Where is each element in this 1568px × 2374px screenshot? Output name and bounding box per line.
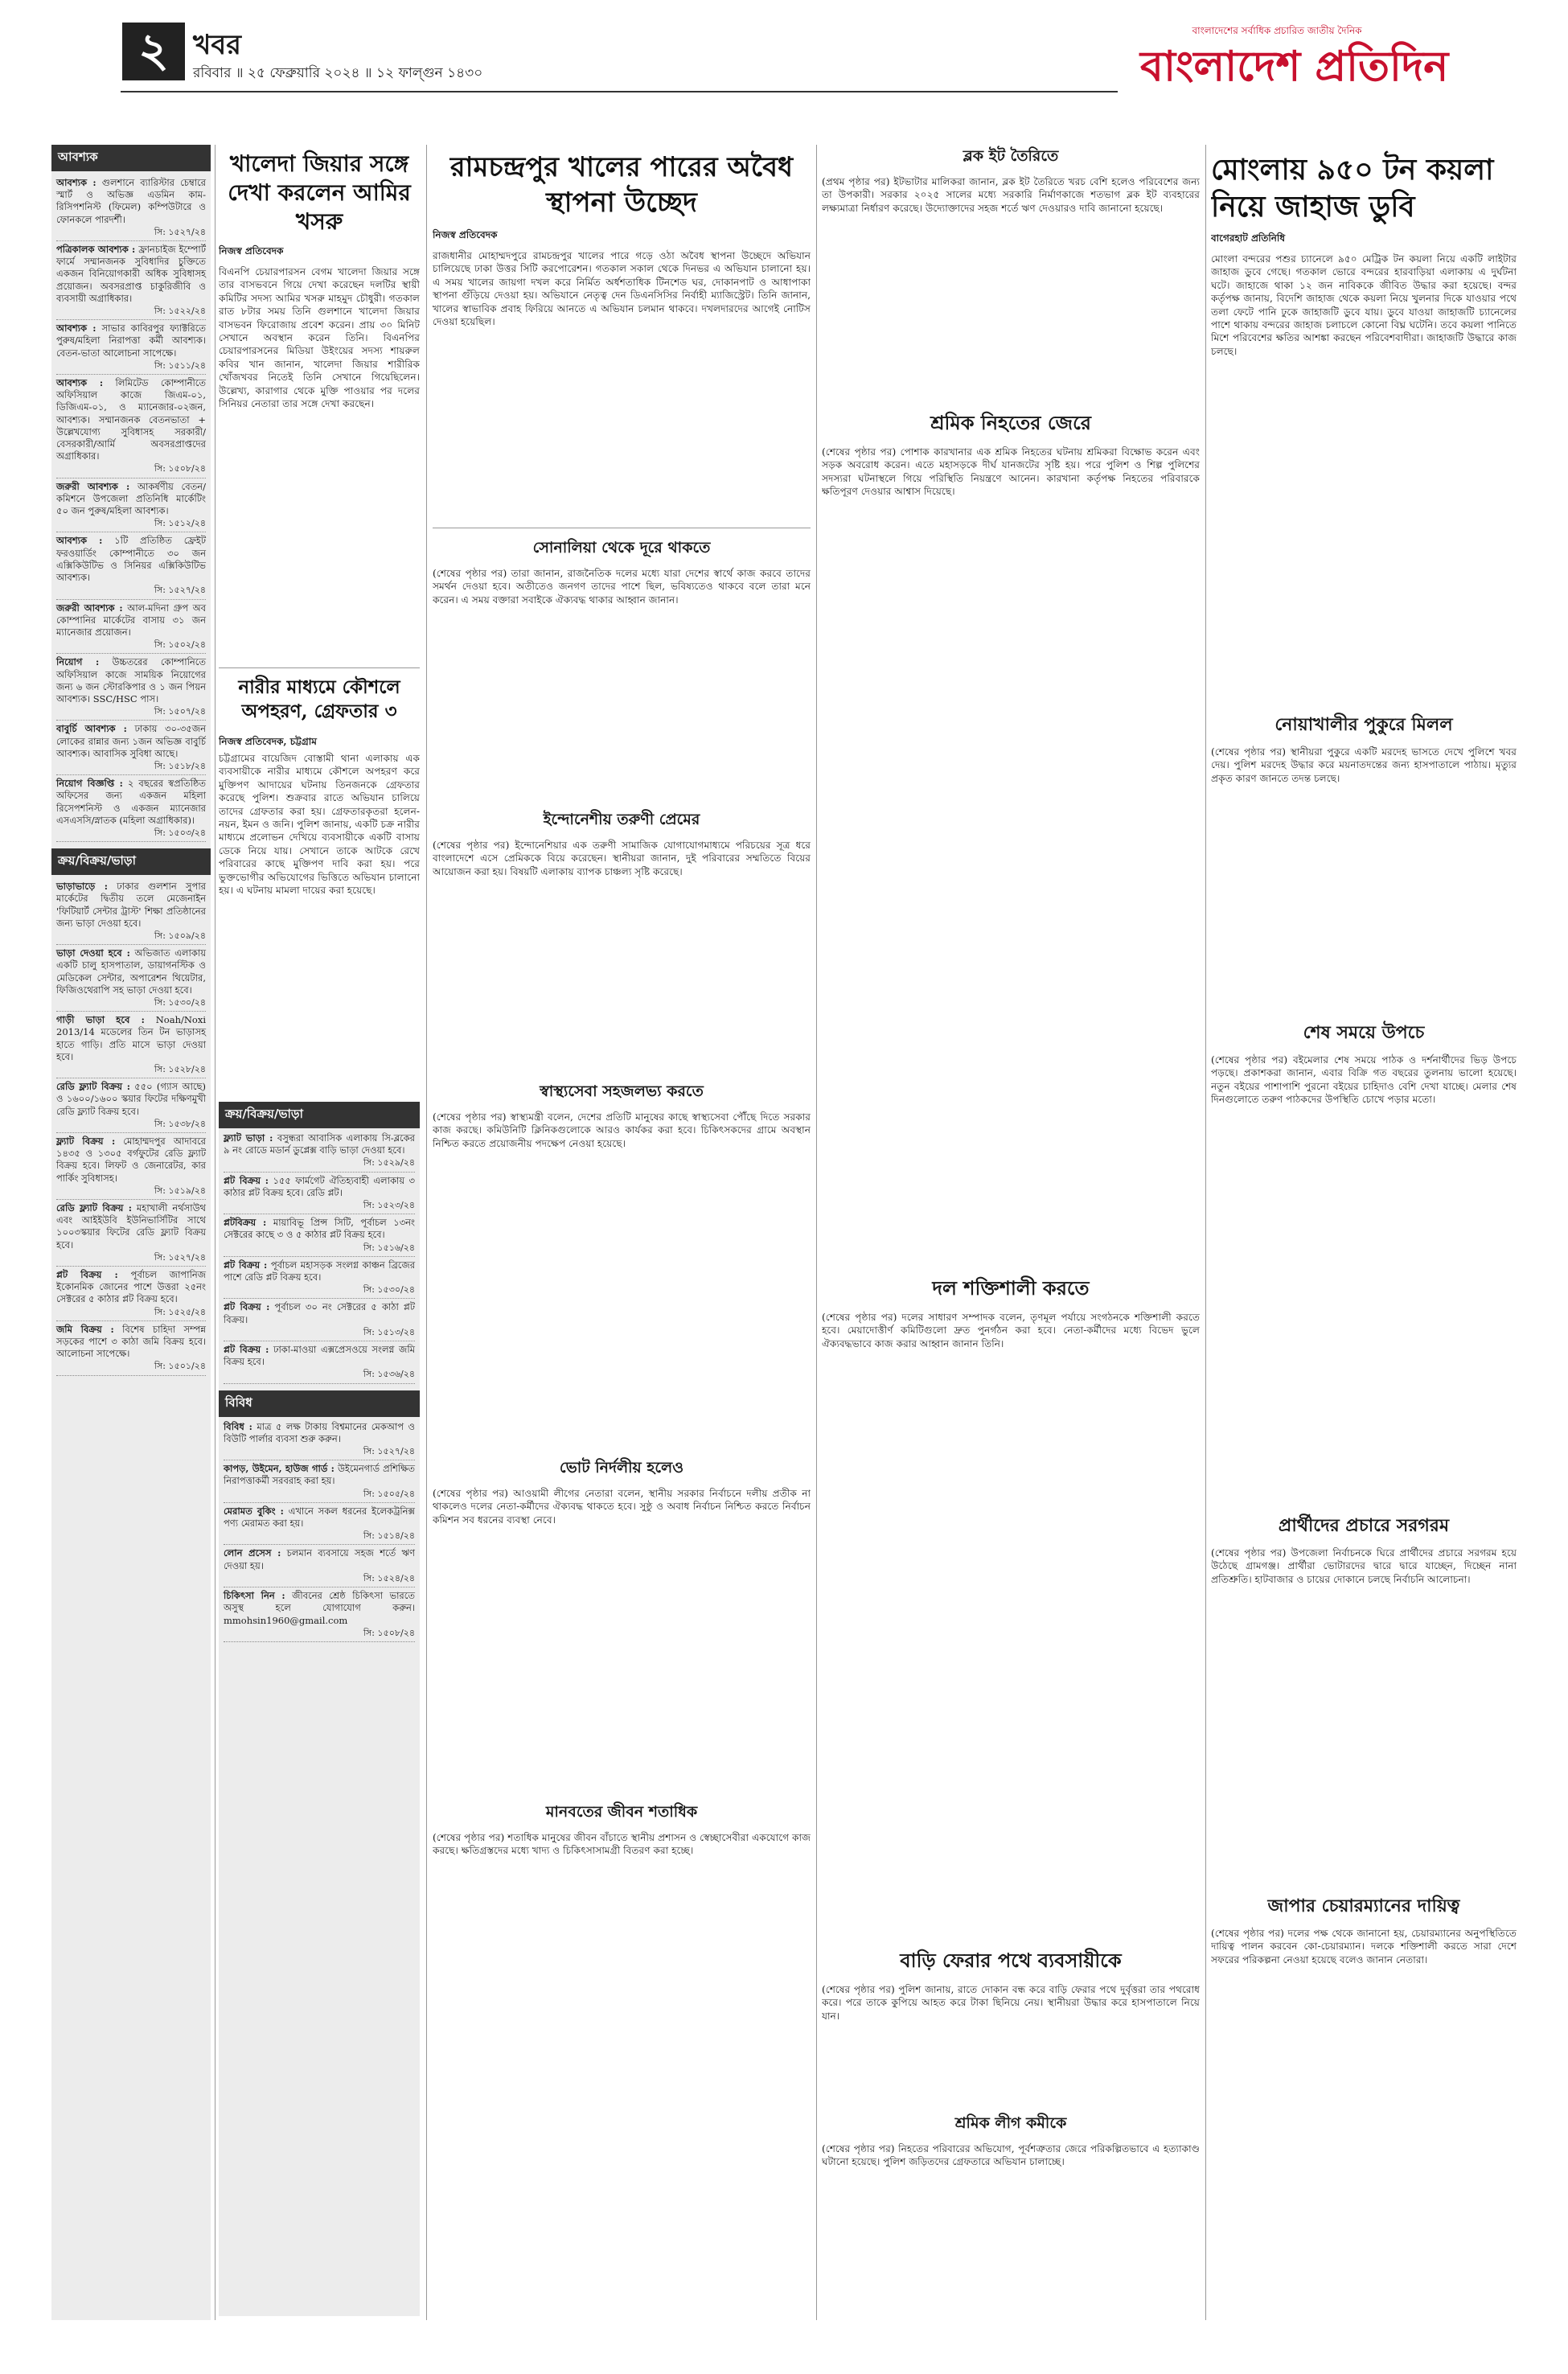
headline-abduction: নারীর মাধ্যমে কৌশলে অপহরণ, গ্রেফতার ৩ xyxy=(238,676,400,722)
page-number: ২ xyxy=(138,23,169,77)
buysell-title: ক্রয়/বিক্রয়/ভাড়া xyxy=(219,1102,420,1128)
classified-ad: জরুরী আবশ্যক : আকর্ষণীয় বেতন/কমিশনে উপজেলা প্রতিনিধি মার্কেটিং ৫০ জন পুরুষ/মহিলা আবশ্যক। সি: ১৫১২/২৪ xyxy=(56,478,206,533)
misc-ads xyxy=(219,1417,420,1644)
classified-section2-title: ক্রয়/বিক্রয়/ভাড়া xyxy=(51,848,211,875)
byline: নিজস্ব প্রতিবেদক, চট্টগ্রাম xyxy=(219,736,317,747)
column-rule xyxy=(816,145,817,2320)
classified-ad: ভাড়া দেওয়া হবে : অভিজাত এলাকায় একটি চালু হাসপাতাল, ডায়াগনস্টিক ও মেডিকেল সেন্টার, অপারেশন থিয়েটার, ফিজিওথেরাপি সহ ভাড়া দেওয়া হবে। সি: ১৫৩০/২৪ xyxy=(56,945,206,1012)
classified-section-title: আবশ্যক xyxy=(51,145,211,171)
classified-ad: প্লট বিক্রয় : পূর্বাচল জাপানিজ ইকোনমিক জোনের পাশে উত্তরা ২৫নং সেক্টরের ৫ কাঠার প্লট বিক্রয় হবে। সি: ১৫২৫/২৪ xyxy=(56,1267,206,1321)
classified-ad: আবশ্যক : লিমিটেড কোম্পানীতে অফিসিয়াল কাজে জিএম-০১, ডিজিএম-০১, ও ম্যানেজার-০২জন, আবশ্যক। সম্মানজনক বেতনভাতা + উল্লেখযোগ্য সুবিধাসহ সরকারী/বেসরকারী/আর্মি অবসরপ্রাপ্তদের অগ্রাধিকার। সি: ১৫০৮/২৪ xyxy=(56,375,206,478)
story-title: স্বাস্থ্যসেবা সহজলভ্য করতে xyxy=(540,1082,704,1100)
classified-ad: নিয়োগ : উচ্চতরের কোম্পানিতে অফিসিয়াল কাজে সাময়িক নিয়োগের জন্য ৬ জন স্টোরকিপার ও ১ জন পিয়ন আবশ্যক। SSC/HSC পাস। সি: ১৫০৭/২৪ xyxy=(56,654,206,721)
story-body: (শেষের পৃষ্ঠার পর) দলের পক্ষ থেকে জানানো হয়, চেয়ারম্যানের অনুপস্থিতিতে দায়িত্ব পালন করবেন কো-চেয়ারম্যান। দলকে শক্তিশালী করতে সারা দেশে সফরের পরিকল্পনা নেওয়া হয়েছে বলেও জানান নেতারা। xyxy=(1211,1928,1517,1965)
classified-ad: গাড়ী ভাড়া হবে : Noah/Noxi 2013/14 মডেলের তিন টন ভাড়াসহ হাতে গাড়ি। প্রতি মাসে ভাড়া দেওয়া হবে। সি: ১৫২৮/২৪ xyxy=(56,1012,206,1078)
article-body: চট্টগ্রামের বায়েজিদ বোস্তামী থানা এলাকায় এক ব্যবসায়ীকে নারীর মাধ্যমে কৌশলে অপহরণ করে মুক্তিপণ আদায়ের ঘটনায় তিনজনকে গ্রেফতার করেছে পুলিশ। শুক্রবার রাতে অভিযান চালিয়ে তাদের গ্রেফতার করা হয়। গ্রেফতারকৃতরা হলেন-নয়ন, ইমন ও জনি। পুলিশ জানায়, একটি চক্র নারীর মাধ্যমে প্রলোভন দেখিয়ে ব্যবসায়ীকে একটি বাসায় ডেকে নিয়ে যায়। সেখানে তাকে আটকে রেখে পরিবারের কাছে মুক্তিপণ দাবি করা হয়। পরে ভুক্তভোগীর অভিযোগের ভিত্তিতে অভিযান চালানো হয়। এ ঘটনায় মামলা দায়ের করা হয়েছে। xyxy=(219,753,420,897)
story-body: (শেষের পৃষ্ঠার পর) ইন্দোনেশিয়ার এক তরুণী সামাজিক যোগাযোগমাধ্যমে পরিচয়ের সূত্র ধরে বাংলাদেশে এসে প্রেমিককে বিয়ে করেছেন। স্থানীয়রা জানান, দুই পরিবারের সম্মতিতে বিয়ের আয়োজন করা হয়। বিষয়টি এলাকায় ব্যাপক চাঞ্চল্য সৃষ্টি করেছে। xyxy=(433,840,811,877)
story-title: দল শক্তিশালী করতে xyxy=(932,1276,1090,1300)
story-body: (শেষের পৃষ্ঠার পর) পুলিশ জানায়, রাতে দোকান বন্ধ করে বাড়ি ফেরার পথে দুর্বৃত্তরা তার পথরোধ করে। পরে তাকে কুপিয়ে আহত করে টাকা ছিনিয়ে নেয়। স্থানীয়রা উদ্ধার করে হাসপাতালে নিয়ে যান। xyxy=(822,1984,1200,2022)
byline: বাগেরহাট প্রতিনিধি xyxy=(1211,232,1286,244)
story-title: জাপার চেয়ারম্যানের দায়িত্ব xyxy=(1267,1896,1460,1916)
classified-ad: প্লট বিক্রয় : ১৫৫ ফার্মগেট ঐতিহ্যবাহী এলাকায় ৩ কাঠার প্লট বিক্রয় হবে। রেডি প্লট। সি: ১৫২৩/২৪ xyxy=(224,1173,415,1215)
classified-ad: মেরামত বুকিং : এখানে সকল ধরনের ইলেকট্রনিক্স পণ্য মেরামত করা হয়। সি: ১৫১৪/২৪ xyxy=(224,1503,415,1546)
misc-title: বিবিধ xyxy=(219,1390,420,1417)
news-column-4 xyxy=(1211,145,1517,2320)
page-header xyxy=(0,0,1568,143)
headline-canal: রামচন্দ্রপুর খালের পারের অবৈধ স্থাপনা উচ্ছেদ xyxy=(449,151,794,219)
classified-ad: রেডি ফ্ল্যাট বিক্রয় : ৫৫০ (গ্যাস আছে) ও ১৬০০/১৬০০ স্কয়ার ফিটের দক্ষিণমুখী রেডি ফ্ল্যাট বিক্রয় হবে। সি: ১৫৩৮/২৪ xyxy=(56,1078,206,1133)
news-column-2 xyxy=(433,145,811,2320)
buysell-ads xyxy=(219,1128,420,1386)
story-title: ব্লক ইট তৈরিতে xyxy=(963,147,1059,165)
story-body: (শেষের পৃষ্ঠার পর) উপজেলা নির্বাচনকে ঘিরে প্রার্থীদের প্রচারে সরগরম হয়ে উঠেছে গ্রামগঞ্জ। প্রার্থীরা ভোটারদের দ্বারে দ্বারে যাচ্ছেন, দিচ্ছেন নানা প্রতিশ্রুতি। হাটবাজার ও চায়ের দোকানে চলছে নির্বাচনি আলোচনা। xyxy=(1211,1547,1517,1585)
byline: নিজস্ব প্রতিবেদক xyxy=(433,229,498,240)
classified-ad: নিয়োগ বিজ্ঞপ্তি : ২ বছরের স্বপ্রতিষ্ঠিত অফিসের জন্য একজন মহিলা রিসেপশনিস্ট ও একজন ম্যানেজার এসএসসি/স্নাতক (মহিলা অগ্রাধিকার)। সি: ১৫০৩/২৪ xyxy=(56,775,206,842)
story-body: (শেষের পৃষ্ঠার পর) শতাধিক মানুষের জীবন বাঁচাতে স্থানীয় প্রশাসন ও স্বেচ্ছাসেবীরা একযোগে কাজ করছে। ক্ষতিগ্রস্তদের মধ্যে খাদ্য ও চিকিৎসাসামগ্রী বিতরণ করা হচ্ছে। xyxy=(433,1832,811,1857)
story-title: সোনালিয়া থেকে দূরে থাকতে xyxy=(532,539,711,557)
column-rule xyxy=(426,145,427,2320)
story-body: (শেষের পৃষ্ঠার পর) আওয়ামী লীগের নেতারা বলেন, স্থানীয় সরকার নির্বাচনে দলীয় প্রতীক না থাকলেও দলের নেতা-কর্মীদের ঐক্যবদ্ধ থাকতে হবে। সুষ্ঠু ও অবাধ নির্বাচন নিশ্চিত করতে নির্বাচন কমিশন সব ধরনের ব্যবস্থা নেবে। xyxy=(433,1488,811,1526)
classified-ad: ফ্ল্যাট ভাড়া : বসুন্ধরা আবাসিক এলাকায় সি-ব্লকের ৯ নং রোডে মডার্ন ডুপ্লেক্স বাড়ি ভাড়া দেওয়া হবে। সি: ১৫২৯/২৪ xyxy=(224,1130,415,1173)
buysell-box xyxy=(219,1102,420,2316)
story-body: (শেষের পৃষ্ঠার পর) নিহতের পরিবারের অভিযোগ, পূর্বশত্রুতার জেরে পরিকল্পিতভাবে এ হত্যাকাণ্ড ঘটানো হয়েছে। পুলিশ জড়িতদের গ্রেফতারে অভিযান চালাচ্ছে। xyxy=(822,2143,1200,2168)
classified-ads xyxy=(51,175,211,842)
story-title: ইন্দোনেশীয় তরুণী প্রেমের xyxy=(543,811,700,828)
story-title: মানবতের জীবন শতাধিক xyxy=(545,1803,698,1821)
classified-ad: রেডি ফ্ল্যাট বিক্রয় : মহাখালী নর্থসাউথ এবং আইইউবি ইউনিভার্সিটির সাথে ১০০৩স্কয়ার ফিটের রেডি ফ্ল্যাট বিক্রয় হবে। সি: ১৫২৭/২৪ xyxy=(56,1200,206,1267)
classified-ad: কাপড়, উইমেন, হাউজ গার্ড : উইমেনগার্ড প্রশিক্ষিত নিরাপত্তাকর্মী সরবরাহ করা হয়। সি: ১৫০৫/২৪ xyxy=(224,1460,415,1503)
story-body: (শেষের পৃষ্ঠার পর) স্বাস্থ্যমন্ত্রী বলেন, দেশের প্রতিটি মানুষের কাছে স্বাস্থ্যসেবা পৌঁছে দিতে সরকার কাজ করছে। কমিউনিটি ক্লিনিকগুলোকে আরও কার্যকর করা হবে। চিকিৎসকদের গ্রামে অবস্থান নিশ্চিত করতে প্রয়োজনীয় পদক্ষেপ নেওয়া হয়েছে। xyxy=(433,1111,811,1149)
classified-ads-2 xyxy=(51,878,211,1376)
article-body: রাজধানীর মোহাম্মদপুরে রামচন্দ্রপুর খালের পারে গড়ে ওঠা অবৈধ স্থাপনা উচ্ছেদে অভিযান চালিয়েছে ঢাকা উত্তর সিটি করপোরেশন। গতকাল সকাল থেকে দিনভর এ অভিযান চালানো হয়। এ সময় খালের জায়গা দখল করে নির্মিত অর্ধশতাধিক টিনশেড ঘর, দোকানপাট ও আধাপাকা স্থাপনা গুঁড়িয়ে দেওয়া হয়। অভিযানে নেতৃত্ব দেন ডিএনসিসির নির্বাহী ম্যাজিস্ট্রেট। তিনি জানান, খালের স্বাভাবিক প্রবাহ ফিরিয়ে আনতে এ অভিযান চলমান থাকবে। দখলদারদের আগেই নোটিস দেওয়া হয়েছিল। xyxy=(433,250,811,328)
classified-ad: বিবিধ : মাত্র ৫ লক্ষ টাকায় বিশ্বমানের মেকআপ ও বিউটি পার্লার ব্যবসা শুরু করুন। সি: ১৫২৭/২৪ xyxy=(224,1419,415,1461)
story-body: (শেষের পৃষ্ঠার পর) পোশাক কারখানার এক শ্রমিক নিহতের ঘটনায় শ্রমিকরা বিক্ষোভ করেন এবং সড়ক অবরোধ করেন। এতে মহাসড়কে দীর্ঘ যানজটের সৃষ্টি হয়। পরে পুলিশ ও শিল্প পুলিশের সদস্যরা ঘটনাস্থলে গিয়ে পরিস্থিতি নিয়ন্ত্রণে আনেন। কারখানা কর্তৃপক্ষ নিহতের পরিবারকে ক্ষতিপূরণ দেওয়ার আশ্বাস দিয়েছে। xyxy=(822,446,1200,498)
column-rule xyxy=(1205,145,1206,2320)
story-title: শ্রমিক নিহতের জেরে xyxy=(930,411,1091,434)
classified-ad: লোন প্রসেস : চলমান ব্যবসায়ে সহজ শর্তে ঋণ দেওয়া হয়। সি: ১৫২৪/২৪ xyxy=(224,1545,415,1587)
classified-ad: চিকিৎসা নিন : জীবনের শ্রেষ্ঠ চিকিৎসা ভারতে অসুস্থ হলে যোগাযোগ করুন। mmohsin1960@gmail.com সি: ১৫০৮/২৪ xyxy=(224,1587,415,1642)
news-column-1 xyxy=(219,145,420,2320)
classified-ad: জমি বিক্রয় : বিশেষ চাহিদা সম্পন্ন সড়কের পাশে ৩ কাঠা জমি বিক্রয় হবে। আলোচনা সাপেক্ষে। সি: ১৫০১/২৪ xyxy=(56,1321,206,1376)
classified-ad: আবশ্যক : গুলশানে ব্যারিস্টার চেম্বারে স্মার্ট ও অভিজ্ঞ এডমিন কাম-রিসিপশনিস্ট (ফিমেল) কম্পিউটারে ও ফোনকলে পারদর্শী। সি: ১৫২৭/২৪ xyxy=(56,175,206,241)
classifieds-column xyxy=(51,145,211,2320)
classified-ad: ভাড়াভাড়ে : ঢাকার গুলশান সুপার মার্কেটের দ্বিতীয় তলে মেজেনাইন 'ফিটিয়ার্ট সেন্টার ট্রাস্ট' শিক্ষা প্রতিষ্ঠানের জন্য ভাড়া দেওয়া হবে। সি: ১৫০৯/২৪ xyxy=(56,878,206,945)
story-body: (প্রথম পৃষ্ঠার পর) ইটভাটার মালিকরা জানান, ব্লক ইট তৈরিতে খরচ বেশি হলেও পরিবেশের জন্য তা উপকারী। সরকার ২০২৫ সালের মধ্যে সরকারি নির্মাণকাজে শতভাগ ব্লক ইট ব্যবহারের লক্ষ্যমাত্রা নির্ধারণ করেছে। উদ্যোক্তাদের সহজ শর্তে ঋণ দেওয়ারও দাবি জানানো হয়েছে। xyxy=(822,176,1200,214)
article-body: মোংলা বন্দরের পশুর চ্যানেলে ৯৫০ মেট্রিক টন কয়লা নিয়ে একটি লাইটার জাহাজ ডুবে গেছে। গতকাল ভোরে বন্দরের হারবাড়িয়া এলাকায় এ দুর্ঘটনা ঘটে। জাহাজে থাকা ১২ জন নাবিককে জীবিত উদ্ধার করা হয়েছে। বন্দর কর্তৃপক্ষ জানায়, বিদেশি জাহাজ থেকে কয়লা নিয়ে খুলনার দিকে যাওয়ার পথে তলা ফেটে পানি ঢুকে জাহাজটি ডুবে যায়। ডুবে যাওয়া জাহাজটি চ্যানেলের পাশে থাকায় বন্দরের জাহাজ চলাচলে কোনো বিঘ্ন ঘটেনি। তবে কয়লা পানিতে মিশে পরিবেশের ক্ষতির আশঙ্কা করছেন পরিবেশবাদীরা। জাহাজটি উদ্ধারে কাজ চলছে। xyxy=(1211,253,1517,357)
classified-ad: আবশ্যক : সাভার কাবিরপুর ফ্যাক্টরিতে পুরুষ/মহিলা নিরাপত্তা কর্মী আবশ্যক। বেতন-ভাতা আলোচনা সাপেক্ষে। সি: ১৫১১/২৪ xyxy=(56,320,206,375)
header-rule xyxy=(121,91,1118,92)
headline-coal: মোংলায় ৯৫০ টন কয়লা নিয়ে জাহাজ ডুবি xyxy=(1211,153,1494,224)
classified-ad: ফ্ল্যাট বিক্রয় : মোহাম্মদপুর আদাবরে ১৪৩৫ ও ১৩০৫ বর্গফুটের রেডি ফ্ল্যাট বিক্রয় হবে। লিফট ও জেনারেটর, কার পার্কিং সুবিধাসহ। সি: ১৫১৯/২৪ xyxy=(56,1133,206,1200)
section-title: খবর xyxy=(193,29,241,61)
story-title: শেষ সময়ে উপচে xyxy=(1303,1022,1425,1043)
classified-ad: প্লট বিক্রয় : ঢাকা-মাওয়া এক্সপ্রেসওয়ে সংলগ্ন জমি বিক্রয় হবে। সি: ১৫৩৬/২৪ xyxy=(224,1341,415,1384)
story-title: শ্রমিক লীগ কমীকে xyxy=(954,2114,1067,2132)
classified-ad: বাবুর্চি আবশ্যক : ঢাকায় ৩০-৩৫জন লোকের রান্নার জন্য ১জন অভিজ্ঞ বাবুর্চি আবশ্যক। আবাসিক সুবিধা আছে। সি: ১৫১৮/২৪ xyxy=(56,721,206,775)
divider xyxy=(219,667,420,668)
story-body: (শেষের পৃষ্ঠার পর) বইমেলার শেষ সময়ে পাঠক ও দর্শনার্থীদের ভিড় উপচে পড়ছে। প্রকাশকরা জানান, এবার বিক্রি গত বছরের তুলনায় ভালো হয়েছে। নতুন বইয়ের পাশাপাশি পুরনো বইয়ের চাহিদাও বেশি দেখা যাচ্ছে। মেলার শেষ দিনগুলোতে তরুণ পাঠকদের উপস্থিতি চোখে পড়ার মতো। xyxy=(1211,1054,1517,1106)
classified-ad: পত্রিকালক আবশ্যক : ফ্রানচাইজ ইম্পোর্ট ফার্মে সম্মানজনক সুবিধাদির চুক্তিতে একজন বিনিয়োগকারী অধিক সুবিধাসহ প্রয়োজন। অবসরপ্রাপ্ত চাকুরিজীবি ও ব্যবসায়ী অগ্রাধিকার। সি: ১৫২২/২৪ xyxy=(56,241,206,320)
classified-ad: প্লটবিক্রয় : মায়াবিভূ প্রিন্স সিটি, পূর্বাচল ১৩নং সেক্টরের কাছে ৩ ও ৫ কাঠার প্লট বিক্রয় হবে। সি: ১৫১৬/২৪ xyxy=(224,1214,415,1257)
story-title: বাড়ি ফেরার পথে ব্যবসায়ীকে xyxy=(900,1949,1122,1972)
news-column-3 xyxy=(822,145,1200,2320)
story-title: নোয়াখালীর পুকুরে মিলল xyxy=(1275,714,1453,735)
classified-ad: প্লট বিক্রয় : পূর্বাচল ৩০ নং সেক্টরের ৫ কাঠা প্লট বিক্রয়। সি: ১৫১৩/২৪ xyxy=(224,1299,415,1341)
story-title: ভোট নির্দলীয় হলেও xyxy=(559,1459,684,1477)
story-body: (শেষের পৃষ্ঠার পর) তারা জানান, রাজনৈতিক দলের মধ্যে যারা দেশের স্বার্থে কাজ করবে তাদের সমর্থন দেওয়া হবে। অতীতেও জনগণ তাদের পাশে ছিল, ভবিষ্যতেও থাকবে বলে তারা মনে করেন। এ সময় বক্তারা সবাইকে ঐক্যবদ্ধ থাকার আহ্বান জানান। xyxy=(433,568,811,606)
headline-khaleda: খালেদা জিয়ার সঙ্গে দেখা করলেন আমির খসরু xyxy=(228,150,411,235)
classified-ad: আবশ্যক : ১টি প্রতিষ্ঠিত ফ্রেইট ফরওয়ার্ডিং কোম্পানীতে ৩০ জন এক্সিকিউটিভ ও সিনিয়র এক্সিকিউটিভ আবশ্যক। সি: ১৫২৭/২৪ xyxy=(56,532,206,599)
byline: নিজস্ব প্রতিবেদক xyxy=(219,245,284,257)
masthead-logo: বাংলাদেশ প্রতিদিন xyxy=(1140,42,1449,91)
dateline: রবিবার ॥ ২৫ ফেব্রুয়ারি ২০২৪ ॥ ১২ ফাল্গুন ১৪৩০ xyxy=(193,65,483,81)
masthead-tagline: বাংলাদেশের সর্বাধিক প্রচারিত জাতীয় দৈনিক xyxy=(1192,25,1362,36)
classified-ad: প্লট বিক্রয় : পূর্বাচল মহাসড়ক সংলগ্ন কাঞ্চন ব্রিজের পাশে রেডি প্লট বিক্রয় হবে। সি: ১৫৩০/২৪ xyxy=(224,1257,415,1300)
classified-ad: জরুরী আবশ্যক : আল-মদিনা গ্রুপ অব কোম্পানির মার্কেটের বাসায় ৩১ জন ম্যানেজার প্রয়োজন। সি: ১৫০২/২৪ xyxy=(56,600,206,655)
story-title: প্রার্থীদের প্রচারে সরগরম xyxy=(1278,1515,1450,1536)
story-body: (শেষের পৃষ্ঠার পর) স্থানীয়রা পুকুরে একটি মরদেহ ভাসতে দেখে পুলিশে খবর দেয়। পুলিশ মরদেহ উদ্ধার করে ময়নাতদন্তের জন্য হাসপাতালে পাঠায়। মৃত্যুর প্রকৃত কারণ জানতে তদন্ত চলছে। xyxy=(1211,746,1517,784)
story-body: (শেষের পৃষ্ঠার পর) দলের সাধারণ সম্পাদক বলেন, তৃণমূল পর্যায়ে সংগঠনকে শক্তিশালী করতে হবে। মেয়াদোত্তীর্ণ কমিটিগুলো দ্রুত পুনর্গঠন করা হবে। নেতা-কর্মীদের মধ্যে বিভেদ ভুলে ঐক্যবদ্ধভাবে কাজ করার আহ্বান জানান তিনি। xyxy=(822,1312,1200,1349)
article-body: বিএনপি চেয়ারপারসন বেগম খালেদা জিয়ার সঙ্গে তার বাসভবনে গিয়ে দেখা করেছেন দলটির স্থায়ী কমিটির সদস্য আমির খসরু মাহমুদ চৌধুরী। গতকাল রাত ৮টার সময় তিনি গুলশানে খালেদা জিয়ার বাসভবন ফিরোজায় প্রবেশ করেন। প্রায় ৩০ মিনিট সেখানে অবস্থান করেন তিনি। বিএনপির চেয়ারপারসনের মিডিয়া উইংয়ের সদস্য শায়রুল কবির খান জানান, খালেদা জিয়ার শারীরিক খোঁজখবর নিতেই তিনি সেখানে গিয়েছিলেন। উল্লেখ্য, কারাগার থেকে মুক্তি পাওয়ার পর দলের সিনিয়র নেতারা তার সঙ্গে দেখা করছেন। xyxy=(219,266,420,410)
